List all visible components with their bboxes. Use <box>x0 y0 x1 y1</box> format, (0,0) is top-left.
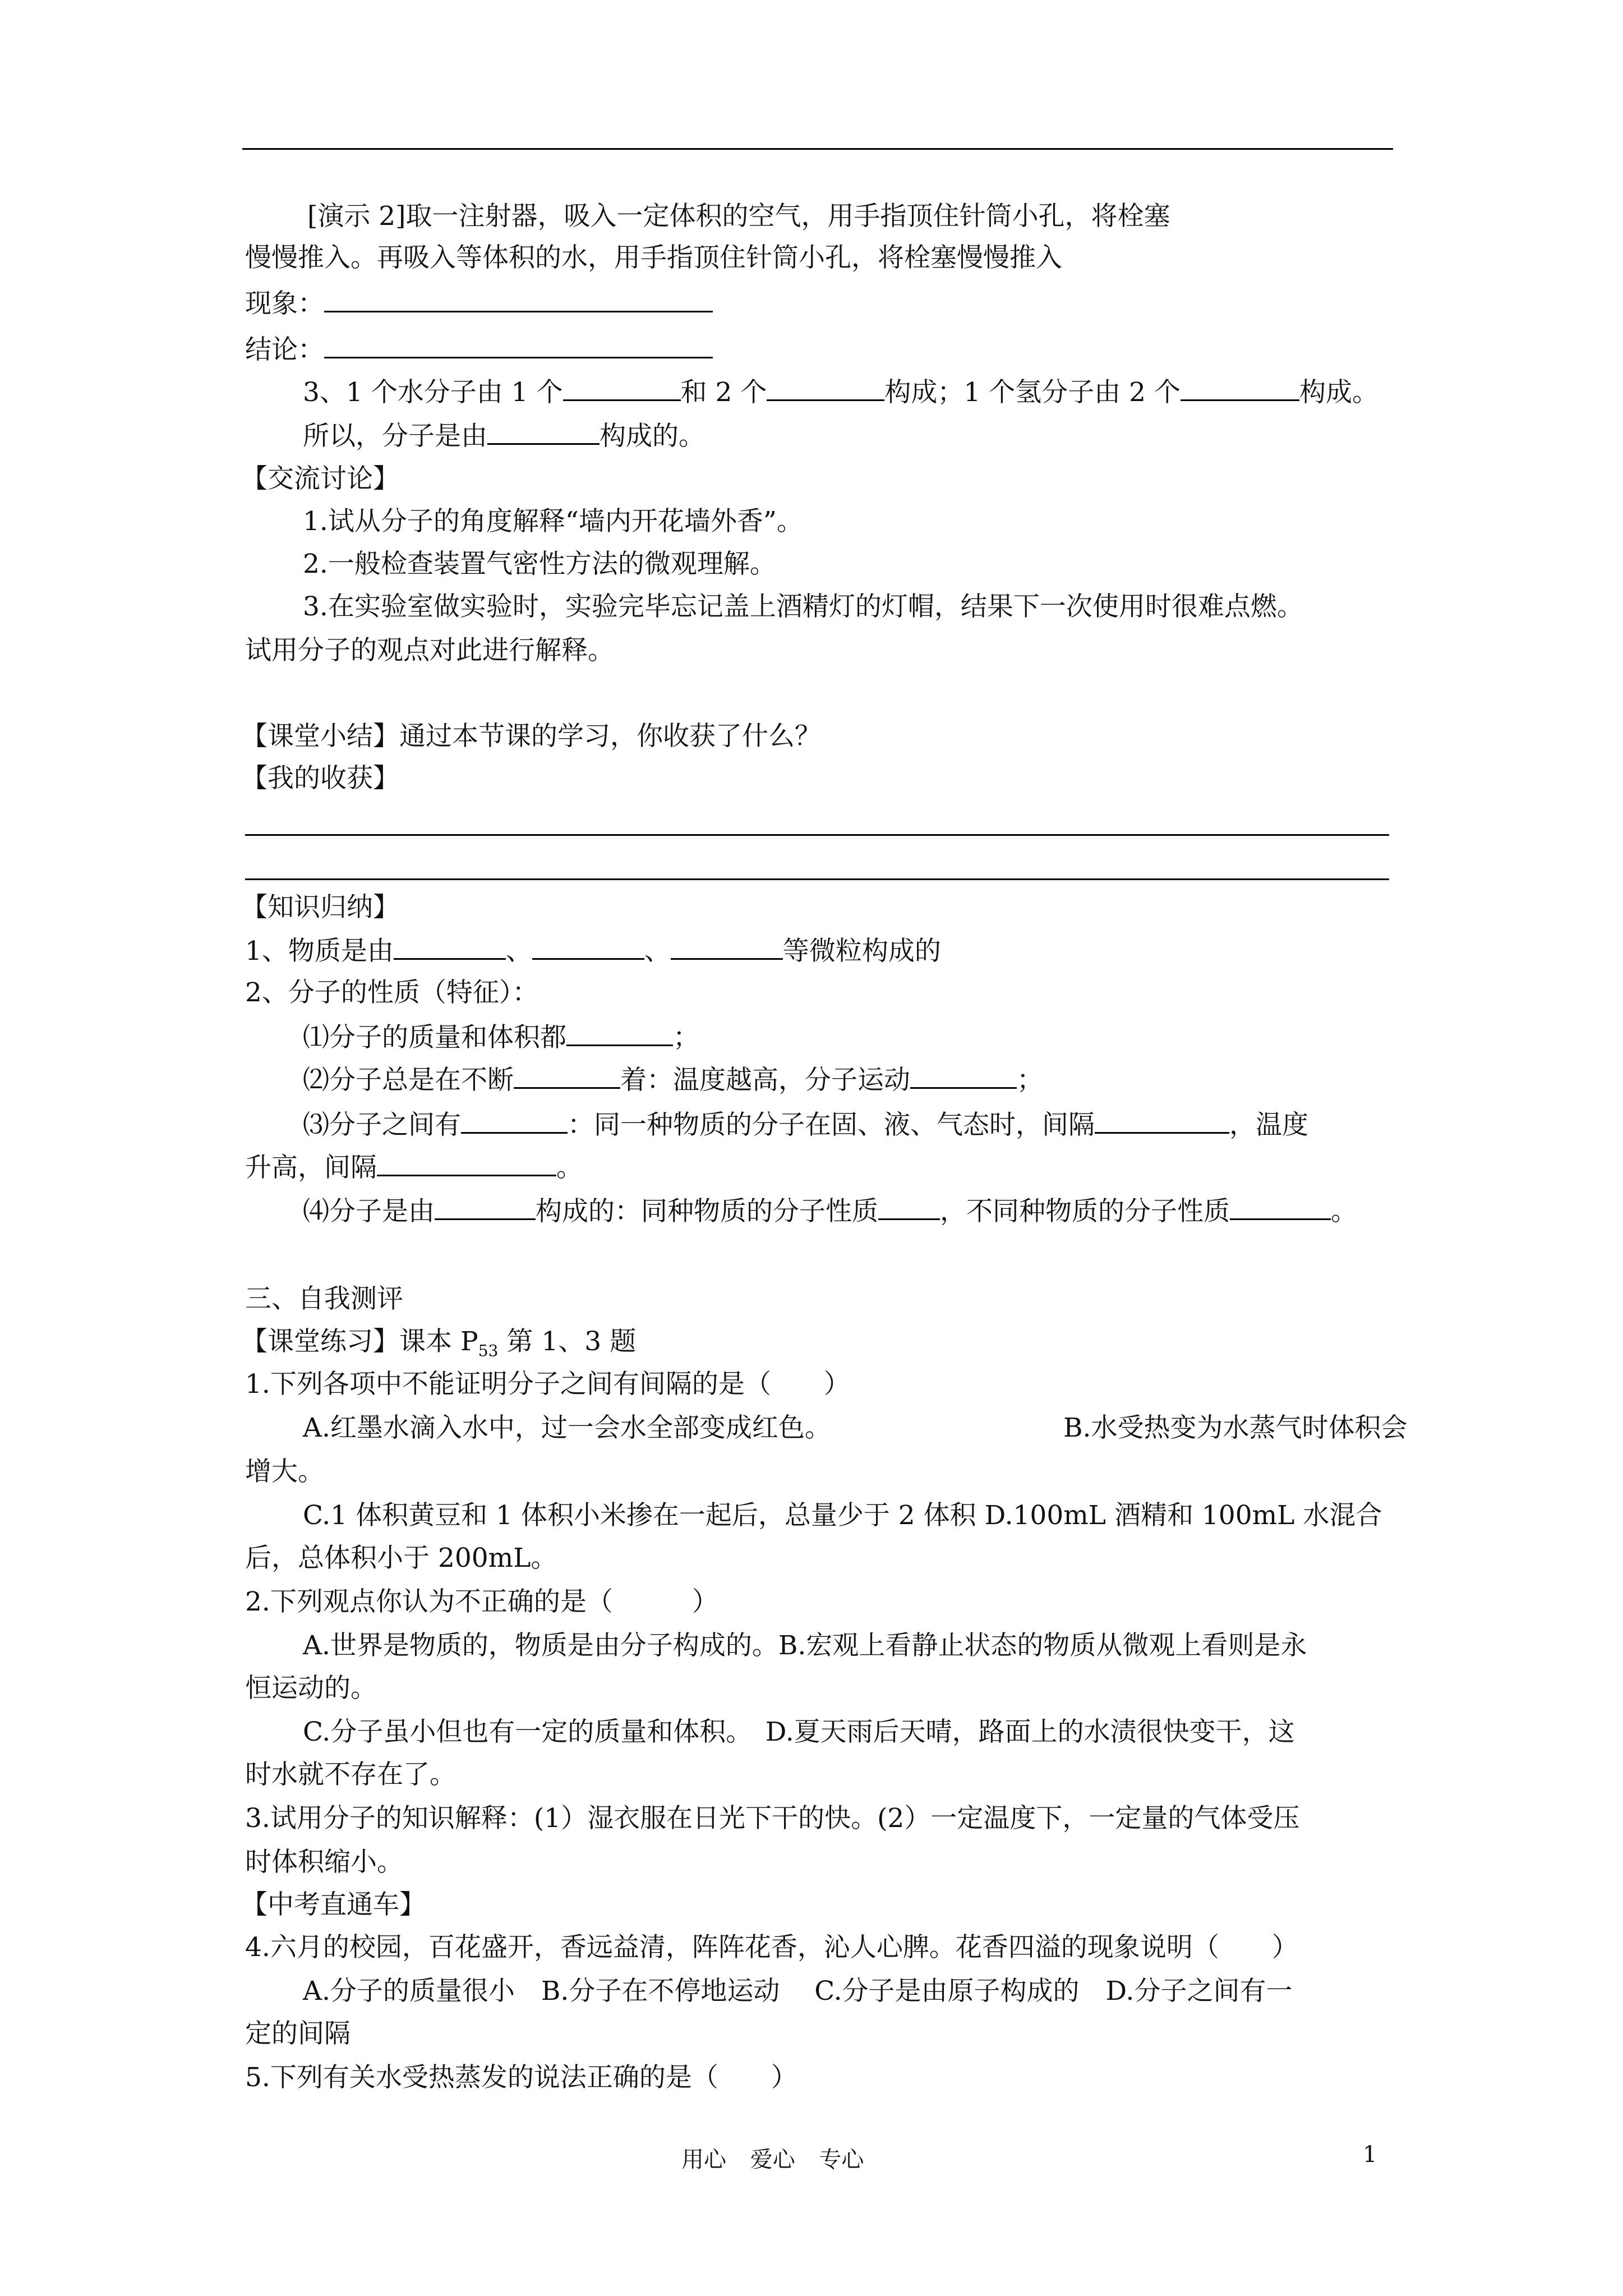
k24-blank-2[interactable] <box>878 1194 940 1220</box>
exam-heading: 【中考直通车】 <box>241 1889 426 1920</box>
so-text-2: 构成的。 <box>600 421 705 452</box>
my-harvest-heading: 【我的收获】 <box>241 763 399 794</box>
conclusion-blank[interactable] <box>324 332 713 358</box>
question-1-option-d-cont: 后，总体积小于 200mL。 <box>245 1543 557 1573</box>
exchange-item-3-cont: 试用分子的观点对此进行解释。 <box>245 635 614 666</box>
knowledge-2-3-cont <box>245 1150 583 1185</box>
page-number: 1 <box>1363 2142 1377 2168</box>
question-1-option-b: B.水受热变为水蒸气时体积会 <box>1063 1412 1408 1443</box>
knowledge-2-1 <box>303 1020 699 1055</box>
exchange-heading: 【交流讨论】 <box>241 463 399 494</box>
knowledge-2-3 <box>303 1107 1308 1142</box>
question-3-cont: 时体积缩小。 <box>245 1847 403 1878</box>
question-1-option-b-cont: 增大。 <box>245 1456 324 1487</box>
knowledge-heading: 【知识归纳】 <box>241 892 399 923</box>
knowledge-2-2 <box>303 1062 1043 1097</box>
q3-text-3: 构成；1 个氢分子由 2 个 <box>884 377 1181 408</box>
demo2-line2: 慢慢推入。再吸入等体积的水，用手指顶住针筒小孔，将栓塞慢慢推入 <box>245 242 1062 273</box>
question-3: 3.试用分子的知识解释：(1）湿衣服在日光下干的快。(2）一定温度下，一定量的气体受压 <box>245 1803 1300 1834</box>
question-2: 2.下列观点你认为不正确的是（ ） <box>245 1586 718 1617</box>
k23-blank-3[interactable] <box>377 1150 556 1176</box>
k24-blank-3[interactable] <box>1230 1194 1331 1220</box>
so-row <box>303 418 705 453</box>
conclusion-row <box>245 332 713 367</box>
k23-text-1: ⑶分子之间有 <box>303 1110 461 1140</box>
k23-blank-1[interactable] <box>461 1107 568 1134</box>
k24-text-2: 构成的：同种物质的分子性质 <box>536 1196 878 1227</box>
k21-blank[interactable] <box>566 1020 673 1046</box>
k24-text-3: ，不同种物质的分子性质 <box>940 1196 1230 1227</box>
k1-sep-1: 、 <box>505 936 532 967</box>
phenomenon-blank[interactable] <box>324 286 713 312</box>
question-5: 5.下列有关水受热蒸发的说法正确的是（ ） <box>245 2062 797 2093</box>
q3-blank-3[interactable] <box>1181 375 1299 401</box>
question-2-option-d-cont: 时水就不存在了。 <box>245 1759 456 1790</box>
phenomenon-label: 现象： <box>245 288 324 319</box>
k23-blank-2[interactable] <box>1095 1107 1229 1134</box>
knowledge-1 <box>245 933 941 968</box>
practice-text: 【课堂练习】课本 P <box>241 1326 478 1357</box>
q3-text-4: 构成。 <box>1299 377 1378 408</box>
question-2-option-cd: C.分子虽小但也有一定的质量和体积。 D.夏天雨后天晴，路面上的水渍很快变干，这 <box>303 1717 1295 1747</box>
k22-blank-1[interactable] <box>514 1062 620 1089</box>
practice-questions: 第 1、3 题 <box>498 1326 637 1357</box>
exchange-item-2: 2.一般检查装置气密性方法的微观理解。 <box>303 549 776 579</box>
q3-text-1: 3、1 个水分子由 1 个 <box>303 377 563 408</box>
exchange-item-1: 1.试从分子的角度解释“墙内开花墙外香”。 <box>303 506 803 537</box>
k22-text-3: ； <box>1017 1065 1043 1096</box>
question-4-options: A.分子的质量很小 B.分子在不停地运动 C.分子是由原子构成的 D.分子之间有一 <box>303 1976 1293 2007</box>
k24-text-1: ⑷分子是由 <box>303 1196 435 1227</box>
demo2-line1: [演示 2]取一注射器，吸入一定体积的空气，用手指顶住针筒小孔，将栓塞 <box>307 201 1170 232</box>
k24-blank-1[interactable] <box>435 1194 536 1220</box>
class-practice <box>241 1325 636 1368</box>
q3-row <box>303 375 1378 409</box>
harvest-line-2[interactable] <box>245 878 1389 880</box>
so-text-1: 所以，分子是由 <box>303 421 487 452</box>
question-2-option-ab: A.世界是物质的，物质是由分子构成的。B.宏观上看静止状态的物质从微观上看则是永 <box>303 1630 1307 1661</box>
q3-text-2: 和 2 个 <box>680 377 767 408</box>
knowledge-2: 2、分子的性质（特征）： <box>245 977 539 1008</box>
k22-blank-2[interactable] <box>910 1062 1017 1089</box>
k23-text-4: 升高，间隔 <box>245 1152 377 1183</box>
k23-text-5: 。 <box>556 1152 583 1183</box>
conclusion-label: 结论： <box>245 334 324 365</box>
phenomenon-row <box>245 286 713 321</box>
k21-text-2: ； <box>673 1022 699 1053</box>
question-1-option-a: A.红墨水滴入水中，过一会水全部变成红色。 <box>303 1412 831 1443</box>
k23-text-2: ：同一种物质的分子在固、液、气态时，间隔 <box>568 1110 1095 1140</box>
k22-text-1: ⑵分子总是在不断 <box>303 1065 514 1096</box>
k1-sep-2: 、 <box>644 936 671 967</box>
question-1-option-cd: C.1 体积黄豆和 1 体积小米掺在一起后，总量少于 2 体积 D.100mL 酒精和 100mL 水混合 <box>303 1500 1382 1531</box>
k1-blank-3[interactable] <box>671 933 783 960</box>
k1-text-1: 1、物质是由 <box>245 936 394 967</box>
k22-text-2: 着：温度越高，分子运动 <box>620 1065 910 1096</box>
q3-blank-1[interactable] <box>563 375 681 401</box>
question-1: 1.下列各项中不能证明分子之间有间隔的是（ ） <box>245 1369 850 1400</box>
k24-text-4: 。 <box>1331 1196 1357 1227</box>
question-4-options-cont: 定的间隔 <box>245 2018 351 2049</box>
k1-text-2: 等微粒构成的 <box>782 936 941 967</box>
harvest-line-1[interactable] <box>245 834 1389 836</box>
k1-blank-1[interactable] <box>394 933 506 960</box>
k23-text-3: ，温度 <box>1229 1110 1308 1140</box>
k1-blank-2[interactable] <box>532 933 644 960</box>
practice-page-sub: 53 <box>478 1341 499 1360</box>
so-blank[interactable] <box>487 418 600 445</box>
k21-text-1: ⑴分子的质量和体积都 <box>303 1022 566 1053</box>
class-summary: 【课堂小结】通过本节课的学习，你收获了什么？ <box>241 721 821 752</box>
header-rule <box>242 148 1393 150</box>
knowledge-2-4 <box>303 1194 1357 1228</box>
exchange-item-3: 3.在实验室做实验时，实验完毕忘记盖上酒精灯的灯帽，结果下一次使用时很难点燃。 <box>303 591 1303 622</box>
q3-blank-2[interactable] <box>767 375 884 401</box>
question-4: 4.六月的校园，百花盛开，香远益清，阵阵花香，沁人心脾。花香四溢的现象说明（ ） <box>245 1932 1298 1963</box>
question-2-option-b-cont: 恒运动的。 <box>245 1673 377 1704</box>
footer-motto: 用心 爱心 专心 <box>681 2147 864 2173</box>
self-evaluation-heading: 三、自我测评 <box>245 1283 403 1314</box>
